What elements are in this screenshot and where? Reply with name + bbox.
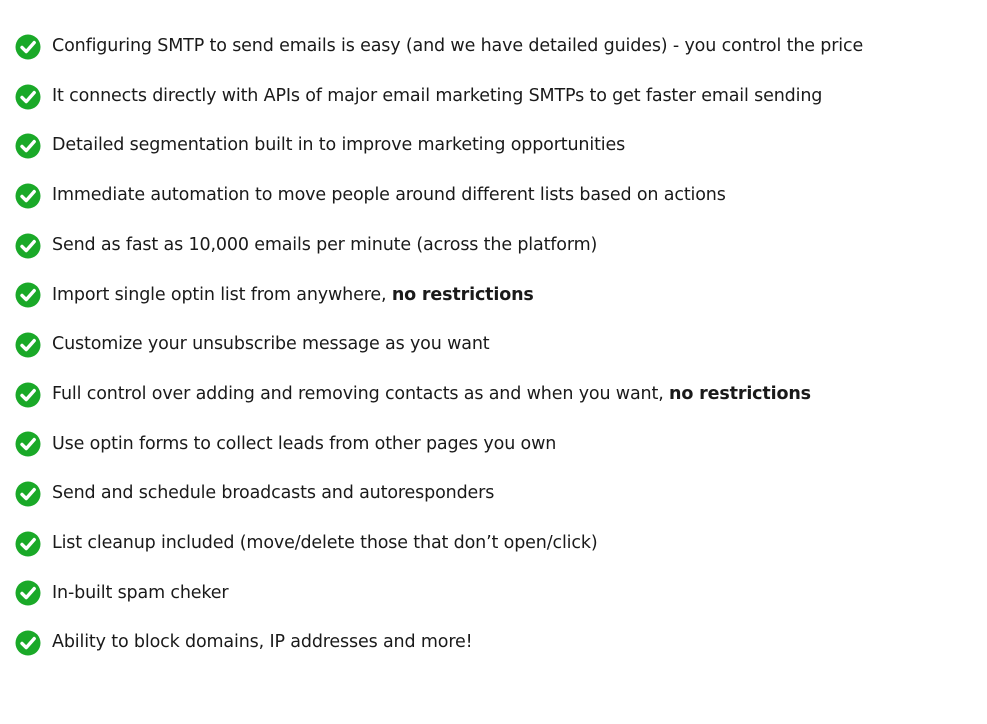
feature-text: Configuring SMTP to send emails is easy (and we have detailed guides) - you control the price	[52, 36, 864, 57]
check-circle-icon	[15, 282, 41, 308]
list-item	[15, 370, 863, 420]
feature-text: In-built spam cheker	[52, 582, 229, 603]
feature-text: Use optin forms to collect leads from other pages you own	[52, 433, 557, 454]
feature-text: Send as fast as 10,000 emails per minute (across the platform)	[52, 234, 598, 255]
check-circle-icon	[15, 183, 41, 209]
check-circle-icon	[15, 84, 41, 110]
check-circle-icon	[15, 481, 41, 507]
check-circle-icon	[15, 34, 41, 60]
list-item	[15, 121, 863, 171]
list-item	[15, 72, 863, 122]
feature-text: Full control over adding and removing contacts as and when you want, no restrictions	[52, 383, 811, 404]
feature-text: Ability to block domains, IP addresses and more!	[52, 632, 473, 653]
check-circle-icon	[15, 630, 41, 656]
check-circle-icon	[15, 431, 41, 457]
list-item	[15, 420, 863, 470]
list-item	[15, 469, 863, 519]
list-item	[15, 320, 863, 370]
check-circle-icon	[15, 332, 41, 358]
feature-text: Detailed segmentation built in to improve marketing opportunities	[52, 135, 626, 156]
list-item	[15, 569, 863, 619]
list-item	[15, 270, 863, 320]
feature-text: Customize your unsubscribe message as you want	[52, 334, 490, 355]
list-item	[15, 221, 863, 271]
feature-list	[15, 22, 863, 668]
list-item	[15, 22, 863, 72]
check-circle-icon	[15, 531, 41, 557]
feature-text: It connects directly with APIs of major email marketing SMTPs to get faster email sending	[52, 85, 823, 106]
feature-text: Send and schedule broadcasts and autoresponders	[52, 483, 495, 504]
feature-text: List cleanup included (move/delete those that don’t open/click)	[52, 532, 598, 553]
list-item	[15, 618, 863, 668]
feature-text: Import single optin list from anywhere, no restrictions	[52, 284, 534, 305]
list-item	[15, 171, 863, 221]
check-circle-icon	[15, 382, 41, 408]
feature-text: Immediate automation to move people around different lists based on actions	[52, 185, 726, 206]
check-circle-icon	[15, 133, 41, 159]
list-item	[15, 519, 863, 569]
check-circle-icon	[15, 233, 41, 259]
check-circle-icon	[15, 580, 41, 606]
